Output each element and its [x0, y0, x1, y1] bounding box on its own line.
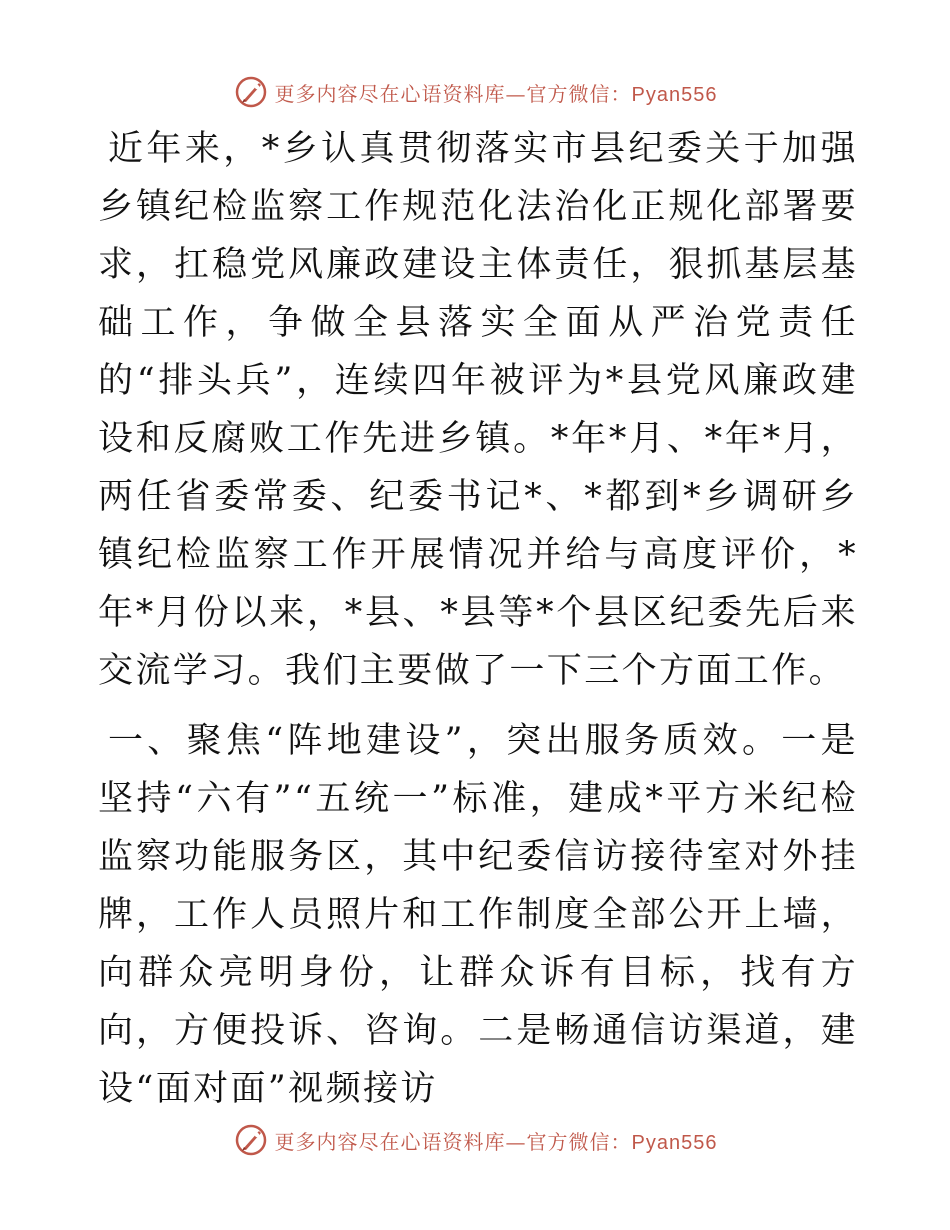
watermark-label: 更多内容尽在心语资料库—官方微信：: [274, 1129, 632, 1154]
quill-pen-logo-icon: [233, 1122, 269, 1158]
watermark-contact: Pyan556: [631, 83, 718, 106]
footer-watermark: [0, 1120, 950, 1160]
watermark-label: 更多内容尽在心语资料库—官方微信：: [274, 81, 632, 106]
watermark-contact: Pyan556: [631, 1131, 718, 1154]
watermark-text: [275, 1126, 718, 1155]
header-watermark: [0, 72, 950, 112]
paragraph-section-one: 一、聚焦“阵地建设”，突出服务质效。一是坚持“六有”“五统一”标准，建成*平方米纪检监察功能服务区，其中纪委信访接待室对外挂牌，工作人员照片和工作制度全部公开上墙，向群众亮明身份，让群众诉有目标，找有方向，方便投诉、咨询。二是畅通信访渠道，建设“面对面”视频接访: [98, 721, 858, 1109]
watermark-text: [275, 78, 718, 107]
document-body: [98, 120, 858, 1118]
quill-pen-logo-icon: [233, 74, 269, 110]
paragraph-intro: 近年来，*乡认真贯彻落实市县纪委关于加强乡镇纪检监察工作规范化法治化正规化部署要求，扛稳党风廉政建设主体责任，狠抓基层基础工作，争做全县落实全面从严治党责任的“排头兵”，连续四年被评为*县党风廉政建设和反腐败工作先进乡镇。*年*月、*年*月，两任省委常委、纪委书记*、*都到*乡调研乡镇纪检监察工作开展情况并给与高度评价，*年*月份以来，*县、*县等*个县区纪委先后来交流学习。我们主要做了一下三个方面工作。: [98, 129, 858, 691]
